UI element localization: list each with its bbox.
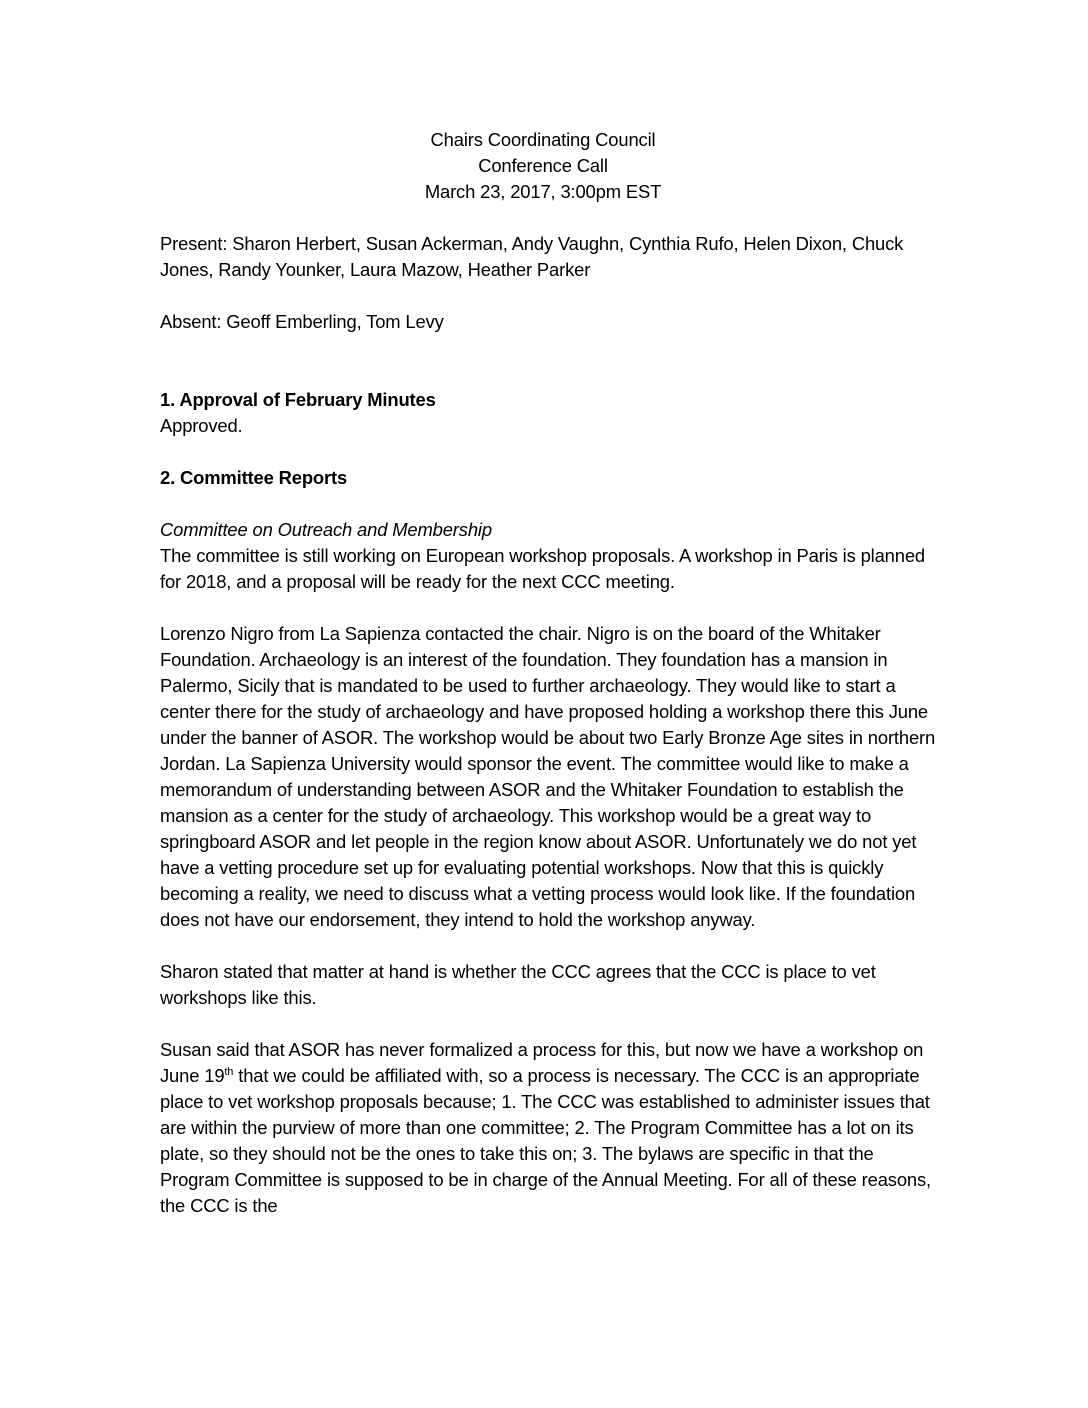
committee-subheading: Committee on Outreach and Membership — [160, 519, 492, 540]
susan-text-end: that we could be affiliated with, so a process is necessary. The CCC is an appropriate place to vet workshop proposals because; 1. The CCC was established to administer issues that are within the purview of more than one committee; 2. The Program Committee has a lot on its plate, so they should not be the ones to take this on; 3. The bylaws are specific in that the Program Committee is supposed to be in charge of the Annual Meeting. For all of these reasons, the CCC is the — [160, 1065, 931, 1216]
section-1-heading: 1. Approval of February Minutes — [160, 389, 436, 410]
paragraph-outreach-workshops: The committee is still working on European workshop proposals. A workshop in Paris is planned for 2018, and a proposal will be ready for the next CCC meeting. — [160, 545, 925, 592]
document-title: Chairs Coordinating Council — [430, 129, 656, 150]
present-list: Present: Sharon Herbert, Susan Ackerman, Andy Vaughn, Cynthia Rufo, Helen Dixon, Chuck Jones, Randy Younker, Laura Mazow, Heather Parker — [160, 233, 904, 280]
document-content — [160, 127, 936, 1219]
document-subtitle: Conference Call — [478, 155, 608, 176]
section-1-body: Approved. — [160, 415, 243, 436]
section-2-heading: 2. Committee Reports — [160, 467, 348, 488]
paragraph-whitaker-foundation: Lorenzo Nigro from La Sapienza contacted the chair. Nigro is on the board of the Whitaker Foundation. Archaeology is an interest of the foundation. They foundation has a mansion in Palermo, Sicily that is mandated to be used to further archaeology. They would like to start a center there for the study of archaeology and have proposed holding a workshop there this June under the banner of ASOR. The workshop would be about two Early Bronze Age sites in northern Jordan. La Sapienza University would sponsor the event. The committee would like to make a memorandum of understanding between ASOR and the Whitaker Foundation to establish the mansion as a center for the study of archaeology. This workshop would be a great way to springboard ASOR and let people in the region know about ASOR. Unfortunately we do not yet have a vetting procedure set up for evaluating potential workshops. Now that this is quickly becoming a reality, we need to discuss what a vetting process would look like. If the foundation does not have our endorsement, they intend to hold the workshop anyway. — [160, 623, 936, 930]
paragraph-susan-statement — [160, 1037, 936, 1219]
paragraph-sharon-statement: Sharon stated that matter at hand is whether the CCC agrees that the CCC is place to vet workshops like this. — [160, 961, 876, 1008]
ordinal-suffix: th — [224, 1066, 234, 1078]
meeting-date: March 23, 2017, 3:00pm EST — [424, 181, 662, 202]
absent-list: Absent: Geoff Emberling, Tom Levy — [160, 311, 444, 332]
document-header — [160, 127, 926, 205]
susan-text-start: Susan said that ASOR has never formalized a process for this, but now we have a workshop on June 19 — [160, 1039, 924, 1086]
